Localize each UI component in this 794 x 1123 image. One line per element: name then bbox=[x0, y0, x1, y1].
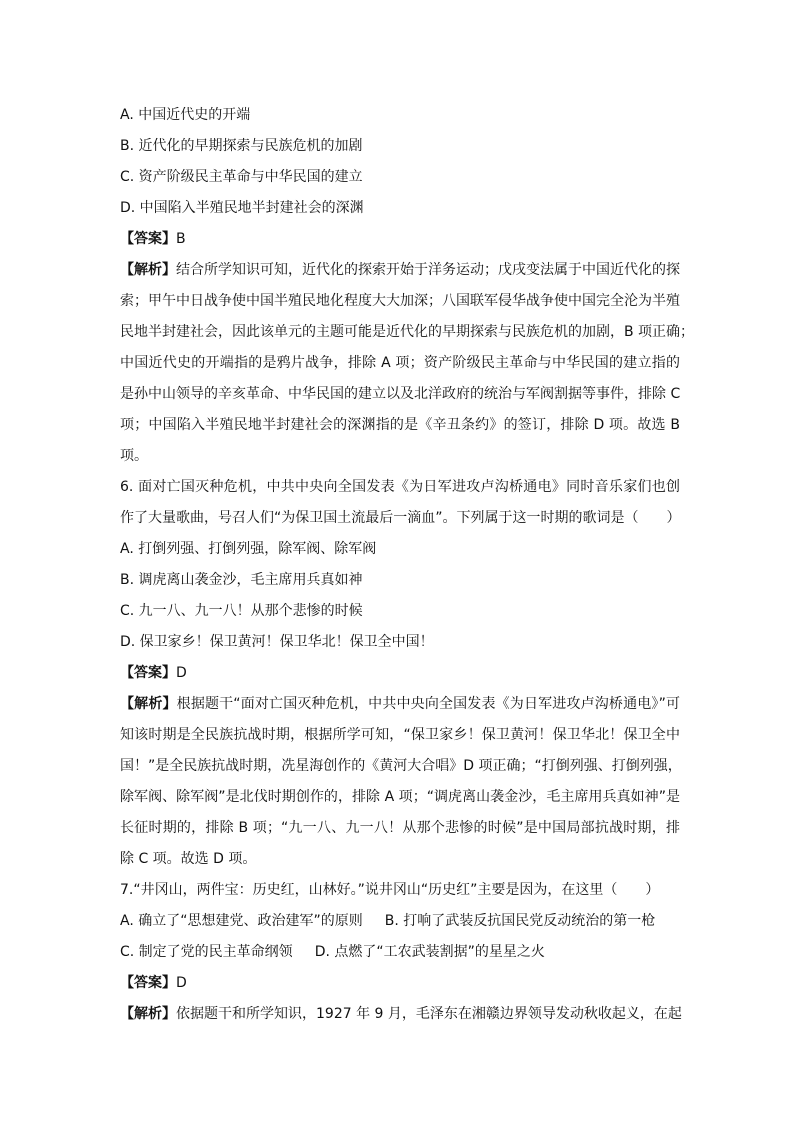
q5-option-d: D. 中国陷入半殖民地半封建社会的深渊 bbox=[120, 200, 364, 216]
q5-analysis-line-3: 民地半封建社会，因此该单元的主题可能是近代化的早期探索与民族危机的加剧，B 项正确； bbox=[120, 324, 695, 340]
q6-analysis-line-3: 国！”是全民族抗战时期，冼星海创作的《黄河大合唱》D 项正确；“打倒列强、打倒列强， bbox=[120, 758, 682, 774]
answer-label: 【答案】 bbox=[120, 975, 176, 991]
q7-answer-value: D bbox=[176, 975, 187, 991]
q5-analysis-line-2: 索；甲午中日战争使中国半殖民地化程度大大加深；八国联军侵华战争使中国完全沦为半殖 bbox=[120, 293, 680, 309]
q7-options-row-2 bbox=[120, 937, 680, 968]
q5-answer bbox=[120, 224, 680, 255]
q7-answer bbox=[120, 968, 680, 999]
q5-analysis-line-7: 项。 bbox=[120, 448, 148, 464]
q6-option-a: A. 打倒列强、打倒列强，除军阀、除军阀 bbox=[120, 541, 377, 557]
q5-analysis-line-5: 是孙中山领导的辛亥革命、中华民国的建立以及北洋政府的统治与军阀割据等事件，排除 C bbox=[120, 386, 681, 402]
q5-option-a: A. 中国近代史的开端 bbox=[120, 107, 251, 123]
q6-option-c: C. 九一八、九一八！从那个悲惨的时候 bbox=[120, 603, 363, 619]
q7-analysis-text-1: 依据题干和所学知识，1927 年 9 月，毛泽东在湘赣边界领导发动秋收起义，在起 bbox=[176, 1006, 682, 1022]
q5-analysis-line-4: 中国近代史的开端指的是鸦片战争，排除 A 项；资产阶级民主革命与中华民国的建立指的 bbox=[120, 355, 680, 371]
q6-analysis-line-4: 除军阀、除军阀”是北伐时期创作的，排除 A 项；“调虎离山袭金沙，毛主席用兵真如神”是 bbox=[120, 789, 680, 805]
q7-option-a: A. 确立了“思想建党、政治建军”的原则 bbox=[120, 913, 363, 929]
q6-analysis-line-2: 知该时期是全民族抗战时期，根据所学可知，“保卫家乡！保卫黄河！保卫华北！保卫全中 bbox=[120, 727, 680, 743]
page-content bbox=[120, 100, 695, 1030]
q6-option-d: D. 保卫家乡！保卫黄河！保卫华北！保卫全中国！ bbox=[120, 634, 434, 650]
q7-option-c: C. 制定了党的民主革命纲领 bbox=[120, 944, 293, 960]
q5-analysis-line-1 bbox=[120, 255, 680, 286]
q6-option-b: B. 调虎离山袭金沙，毛主席用兵真如神 bbox=[120, 572, 363, 588]
q7-option-b: B. 打响了武装反抗国民党反动统治的第一枪 bbox=[384, 913, 656, 929]
answer-label: 【答案】 bbox=[120, 665, 176, 681]
q5-analysis-text-1: 结合所学知识可知，近代化的探索开始于洋务运动；戊戌变法属于中国近代化的探 bbox=[176, 262, 680, 278]
q6-analysis-line-5: 长征时期的，排除 B 项；“九一八、九一八！从那个悲惨的时候”是中国局部抗战时期，排 bbox=[120, 820, 680, 836]
q7-options-row-1 bbox=[120, 906, 680, 937]
q6-stem-line-1: 6. 面对亡国灭种危机，中共中央向全国发表《为日军进攻卢沟桥通电》同时音乐家们也创 bbox=[120, 479, 680, 495]
answer-label: 【答案】 bbox=[120, 231, 176, 247]
analysis-label: 【解析】 bbox=[120, 696, 177, 712]
q6-analysis-line-1 bbox=[120, 689, 680, 720]
q7-analysis-line-1 bbox=[120, 999, 680, 1030]
analysis-label: 【解析】 bbox=[120, 262, 176, 278]
q5-answer-value: B bbox=[176, 231, 186, 247]
q6-analysis-text-1: 根据题干“面对亡国灭种危机，中共中央向全国发表《为日军进攻卢沟桥通电》”可 bbox=[176, 696, 680, 712]
q7-option-d: D. 点燃了“工农武装割据”的星星之火 bbox=[314, 944, 545, 960]
q6-answer-value: D bbox=[176, 665, 187, 681]
q6-analysis-line-6: 除 C 项。故选 D 项。 bbox=[120, 851, 257, 867]
q7-stem: 7.“井冈山，两件宝：历史红，山林好。”说井冈山“历史红”主要是因为，在这里（ ） bbox=[120, 882, 660, 898]
q6-answer bbox=[120, 658, 680, 689]
q5-option-b: B. 近代化的早期探索与民族危机的加剧 bbox=[120, 138, 363, 154]
analysis-label: 【解析】 bbox=[120, 1006, 176, 1022]
q6-stem-line-2: 作了大量歌曲，号召人们“为保卫国土流最后一滴血”。下列属于这一时期的歌词是（ ） bbox=[120, 510, 681, 526]
q5-option-c: C. 资产阶级民主革命与中华民国的建立 bbox=[120, 169, 363, 185]
q5-analysis-line-6: 项；中国陷入半殖民地半封建社会的深渊指的是《辛丑条约》的签订，排除 D 项。故选 B bbox=[120, 417, 680, 433]
